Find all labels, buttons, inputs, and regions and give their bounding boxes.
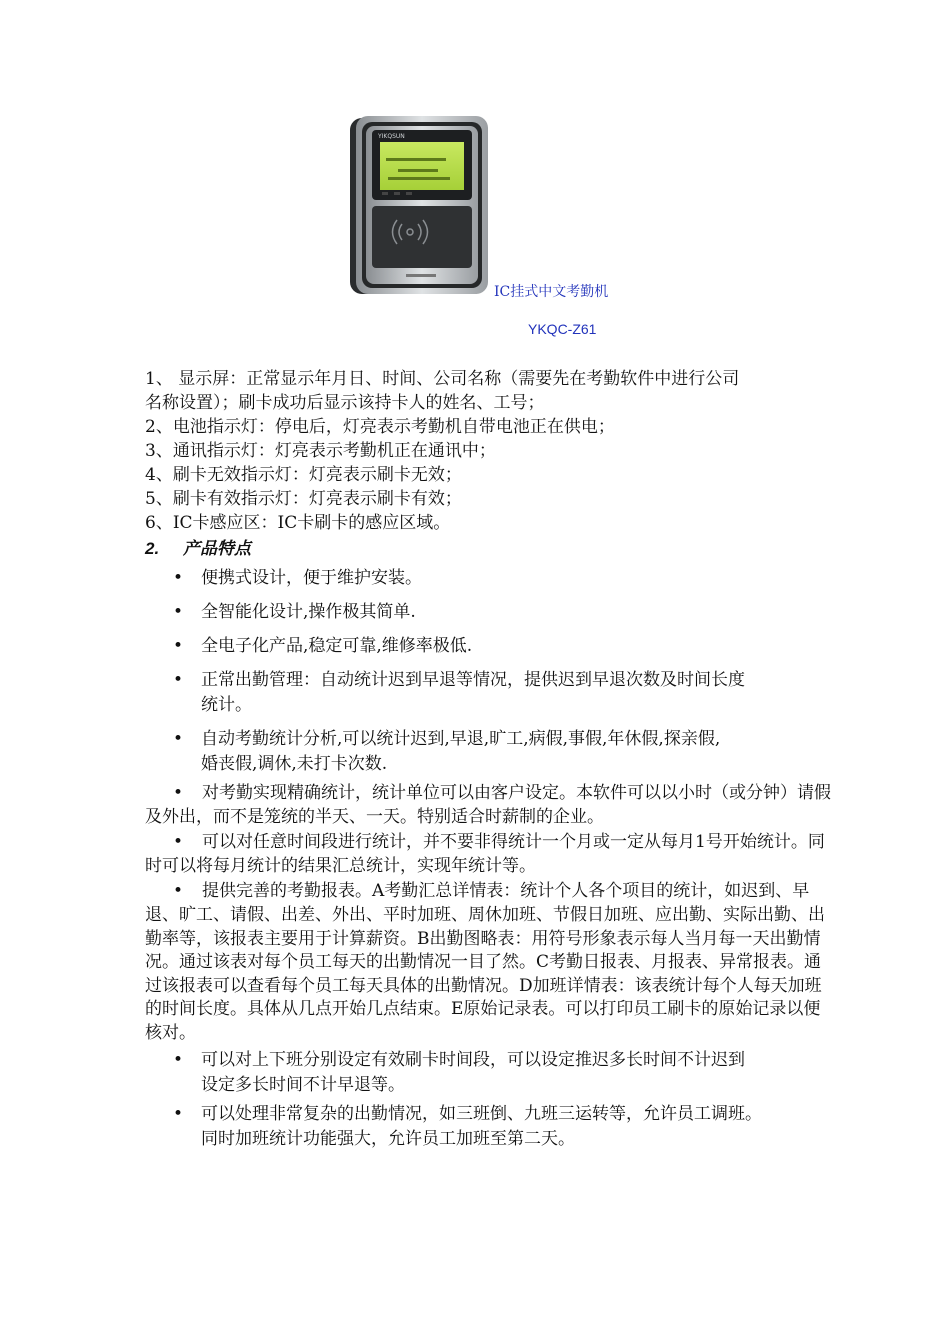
feature-item bbox=[145, 727, 835, 777]
feature-text: 婚丧假,调休,未打卡次数. bbox=[201, 754, 388, 774]
feature-text: 便携式设计，便于维护安装。 bbox=[201, 568, 422, 588]
component-line: 6、IC卡感应区：IC卡刷卡的感应区域。 bbox=[145, 513, 451, 533]
feature-item bbox=[145, 1048, 835, 1098]
feature-text: 统计。 bbox=[201, 695, 252, 715]
figure-caption-name: IC挂式中文考勤机 bbox=[494, 284, 609, 300]
feature-item bbox=[145, 600, 835, 625]
feature-item bbox=[145, 634, 835, 659]
features-list-c bbox=[145, 1048, 835, 1152]
feature-text: • 可以处理非常复杂的出勤情况，如三班倒、九班三运转等，允许员工调班。 bbox=[201, 1103, 762, 1124]
section-heading bbox=[145, 535, 835, 563]
component-list bbox=[145, 367, 835, 535]
feature-text: 同时加班统计功能强大，允许员工加班至第二天。 bbox=[201, 1128, 575, 1149]
feature-text: • 正常出勤管理：自动统计迟到早退等情况，提供迟到早退次数及时间长度 bbox=[201, 670, 745, 690]
features-list-a bbox=[145, 566, 835, 777]
svg-text:YIKQSUN: YIKQSUN bbox=[378, 133, 405, 140]
component-line: 3、通讯指示灯：灯亮表示考勤机正在通讯中； bbox=[145, 441, 496, 461]
feature-text: 全智能化设计,操作极其简单. bbox=[201, 602, 416, 622]
component-line: 5、刷卡有效指示灯：灯亮表示刷卡有效； bbox=[145, 489, 462, 509]
feature-item bbox=[145, 668, 835, 718]
feature-text: • 可以对上下班分别设定有效刷卡时间段，可以设定推迟多长时间不计迟到 bbox=[201, 1049, 745, 1070]
component-line: 4、刷卡无效指示灯：灯亮表示刷卡无效； bbox=[145, 465, 462, 485]
attendance-terminal-image bbox=[348, 114, 498, 298]
bullet-icon: • bbox=[173, 832, 184, 853]
component-line: 1、 显示屏：正常显示年月日、时间、公司名称（需要先在考勤软件中进行公司 bbox=[145, 369, 740, 389]
feature-item bbox=[145, 566, 835, 591]
feature-item bbox=[145, 1102, 835, 1152]
bullet-icon: • bbox=[173, 783, 184, 803]
feature-text: 提供完善的考勤报表。A考勤汇总详情表：统计个人各个项目的统计，如迟到、早退、旷工、请假、出差、外出、平时加班、周休加班、节假日加班、应出勤、实际出勤、出勤率等，该报表主要用于计算薪资。B出勤图略表：用符号形象表示每人当月每一天出勤情况。通过该表对每个员工每天的出勤情况一目了然。C考勤日报表、月报表、异常报表。通过该报表可以查看每个员工每天具体的出勤情况。D加班详情表：该表统计每个人每天加班的时间长度。具体从几点开始几点结束。E原始记录表。可以打印员工刷卡的原始记录以便核对。 bbox=[145, 881, 825, 1043]
section-title: 产品特点 bbox=[183, 539, 251, 559]
feature-item bbox=[145, 831, 835, 878]
feature-item bbox=[145, 782, 835, 829]
feature-text: 全电子化产品,稳定可靠,维修率极低. bbox=[201, 636, 473, 656]
feature-text: 设定多长时间不计早退等。 bbox=[201, 1074, 405, 1095]
feature-text: 可以对任意时间段进行统计，并不要非得统计一个月或一定从每月1号开始统计。同时可以将每月统计的结果汇总统计，实现年统计等。 bbox=[145, 832, 825, 876]
feature-item bbox=[145, 880, 835, 1045]
features-list-b bbox=[145, 782, 835, 1046]
figure-caption-model: YKQC-Z61 bbox=[528, 321, 597, 337]
feature-text: 对考勤实现精确统计，统计单位可以由客户设定。本软件可以以小时（或分钟）请假及外出，而不是笼统的半天、一天。特别适合时薪制的企业。 bbox=[145, 783, 831, 827]
component-line: 名称设置）；刷卡成功后显示该持卡人的姓名、工号； bbox=[145, 393, 545, 413]
document-body bbox=[145, 367, 835, 1161]
component-line: 2、电池指示灯：停电后，灯亮表示考勤机自带电池正在供电； bbox=[145, 417, 615, 437]
section-number: 2. bbox=[145, 539, 160, 558]
feature-text: • 自动考勤统计分析,可以统计迟到,早退,旷工,病假,事假,年休假,探亲假, bbox=[201, 729, 721, 749]
bullet-icon: • bbox=[173, 881, 184, 902]
